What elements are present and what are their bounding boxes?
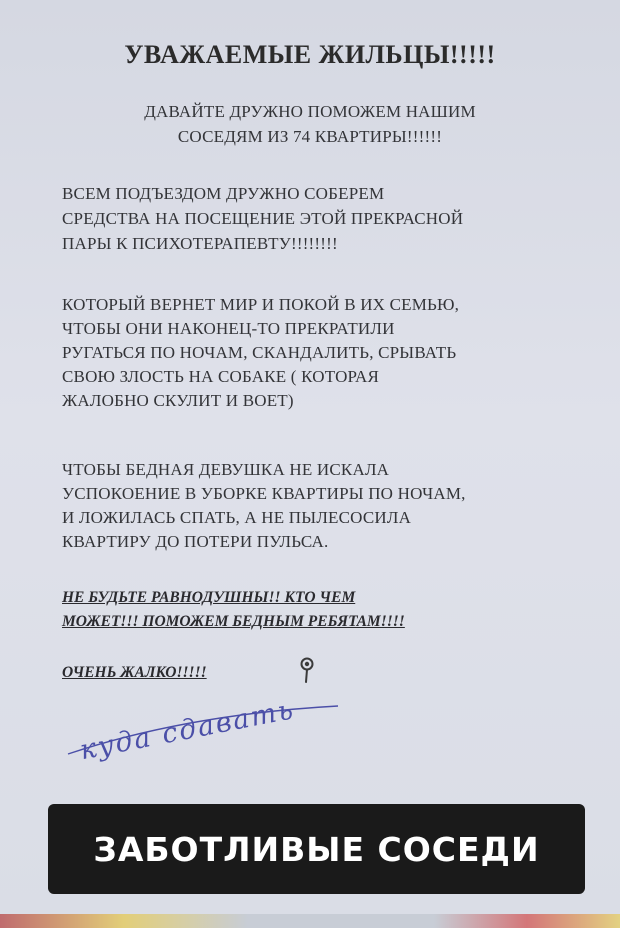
paragraph-peace: [62, 293, 620, 413]
text-line: СОСЕДЯМ ИЗ 74 КВАРТИРЫ!!!!!!: [177, 126, 443, 146]
pity-line: ОЧЕНЬ ЖАЛКО!!!!!: [62, 664, 207, 681]
text-line: ЧТОБЫ ОНИ НАКОНЕЦ-ТО ПРЕКРАТИЛИ: [62, 319, 395, 338]
paragraph-collect-funds: [62, 181, 620, 256]
text-line: ЖАЛОБНО СКУЛИТ И ВОЕТ): [62, 391, 294, 410]
appeal-underlined: [62, 586, 602, 634]
notice-title: УВАЖАЕМЫЕ ЖИЛЬЦЫ!!!!!: [124, 40, 496, 69]
text-line: ЧТОБЫ БЕДНАЯ ДЕВУШКА НЕ ИСКАЛА: [62, 460, 390, 479]
text-line: И ЛОЖИЛАСЬ СПАТЬ, А НЕ ПЫЛЕСОСИЛА: [62, 508, 412, 527]
text-line: МОЖЕТ!!! ПОМОЖЕМ БЕДНЫМ РЕБЯТАМ!!!!: [62, 613, 405, 630]
background-strip: [0, 914, 620, 928]
text-line: НЕ БУДЬТЕ РАВНОДУШНЫ!! КТО ЧЕМ: [62, 589, 356, 606]
text-line: РУГАТЬСЯ ПО НОЧАМ, СКАНДАЛИТЬ, СРЫВАТЬ: [62, 343, 457, 362]
text-line: УСПОКОЕНИЕ В УБОРКЕ КВАРТИРЫ ПО НОЧАМ,: [62, 484, 466, 503]
pushpin-icon: [297, 656, 317, 684]
text-line: СВОЮ ЗЛОСТЬ НА СОБАКЕ ( КОТОРАЯ: [62, 367, 380, 386]
handwritten-note-text: куда сдавать: [77, 694, 298, 767]
text-line: КВАРТИРУ ДО ПОТЕРИ ПУЛЬСА.: [62, 532, 329, 551]
text-line: СРЕДСТВА НА ПОСЕЩЕНИЕ ЭТОЙ ПРЕКРАСНОЙ: [62, 209, 464, 228]
text-line: КОТОРЫЙ ВЕРНЕТ МИР И ПОКОЙ В ИХ СЕМЬЮ,: [62, 295, 460, 314]
text-line: ПАРЫ К ПСИХОТЕРАПЕВТУ!!!!!!!!: [62, 234, 338, 253]
caption-banner: [48, 804, 585, 894]
paragraph-cleaning: [62, 458, 620, 554]
handwritten-note: [0, 690, 360, 780]
text-line: ВСЕМ ПОДЪЕЗДОМ ДРУЖНО СОБЕРЕМ: [62, 184, 385, 203]
paragraph-appeal-intro: [0, 100, 620, 149]
caption-banner-text: ЗАБОТЛИВЫЕ СОСЕДИ: [93, 829, 540, 869]
text-line: ДАВАЙТЕ ДРУЖНО ПОМОЖЕМ НАШИМ: [144, 102, 476, 121]
